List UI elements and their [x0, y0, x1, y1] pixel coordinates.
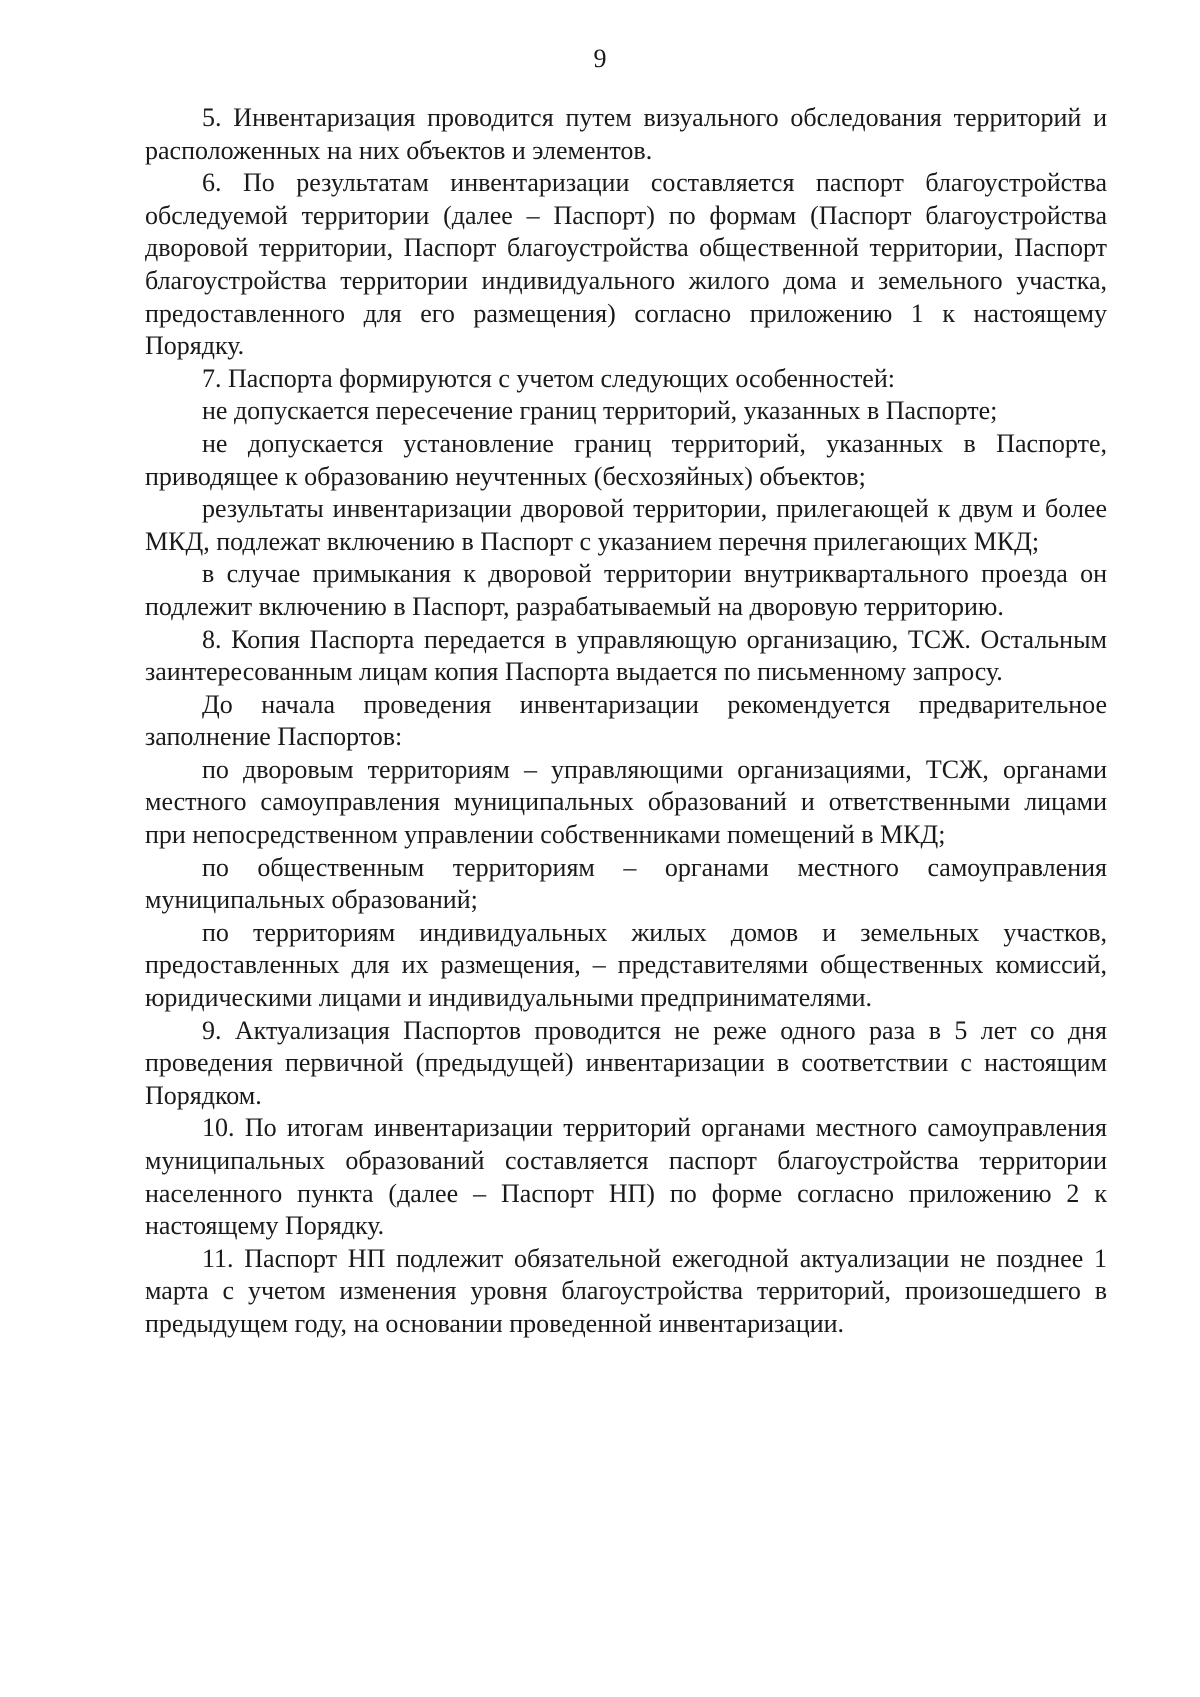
paragraph-subitem: по дворовым территориям – управляющими организациями, ТСЖ, органами местного самоуправления муниципальных образований и ответственными лицами при непосредственном управлении собственниками помещений в МКД;	[145, 754, 1107, 850]
paragraph-item-7: 7. Паспорта формируются с учетом следующих особенностей:	[202, 363, 895, 393]
paragraph-subitem: результаты инвентаризации дворовой территории, прилегающей к двум и более МКД, подлежат включению в Паспорт с указанием перечня прилегающих МКД;	[145, 494, 1107, 556]
paragraph-subitem: по общественным территориям – органами местного самоуправления муниципальных образований;	[145, 852, 1107, 915]
paragraph-item-8: 8. Копия Паспорта передается в управляющую организацию, ТСЖ. Остальным заинтересованным лицам копия Паспорта выдается по письменному запросу.	[145, 624, 1107, 687]
paragraph-subitem: не допускается пересечение границ территорий, указанных в Паспорте;	[202, 396, 998, 426]
paragraph-item-9: 9. Актуализация Паспортов проводится не реже одного раза в 5 лет со дня проведения первичной (предыдущей) инвентаризации в соответствии с настоящим Порядком.	[145, 1015, 1107, 1110]
paragraph-subitem: по территориям индивидуальных жилых домов и земельных участков, предоставленных для их размещения, – представителями общественных комиссий, юридическими лицами и индивидуальными предпринимателями.	[145, 917, 1107, 1013]
paragraph-item-10: 10. По итогам инвентаризации территорий органами местного самоуправления муниципальных образований составляется паспорт благоустройства территории населенного пункта (далее – Паспорт НП) по форме согласно приложению 2 к настоящему Порядку.	[145, 1113, 1107, 1241]
paragraph-text: До начала проведения инвентаризации рекомендуется предварительное заполнение Паспортов:	[145, 689, 1107, 752]
paragraph-item-11: 11. Паспорт НП подлежит обязательной ежегодной актуализации не позднее 1 марта с учетом изменения уровня благоустройства территорий, произошедшего в предыдущем году, на основании проведенной инвентаризации.	[145, 1243, 1107, 1338]
paragraph-subitem: не допускается установление границ территорий, указанных в Паспорте, приводящее к образованию неучтенных (бесхозяйных) объектов;	[145, 428, 1107, 491]
paragraph-item-6: 6. По результатам инвентаризации составляется паспорт благоустройства обследуемой территории (далее – Паспорт) по формам (Паспорт благоустройства дворовой территории, Паспорт благоустройства общественной территории, Паспорт благоустройства территории индивидуального жилого дома и земельного участка, предоставленного для его размещения) согласно приложению 1 к настоящему Порядку.	[145, 168, 1107, 361]
paragraph-subitem: в случае примыкания к дворовой территории внутриквартального проезда он подлежит включению в Паспорт, разрабатываемый на дворовую территорию.	[145, 559, 1107, 621]
page-number: 9	[593, 44, 607, 73]
paragraph-item-5: 5. Инвентаризация проводится путем визуального обследования территорий и расположенных на них объектов и элементов.	[145, 103, 1107, 165]
document-body	[145, 102, 1107, 1341]
